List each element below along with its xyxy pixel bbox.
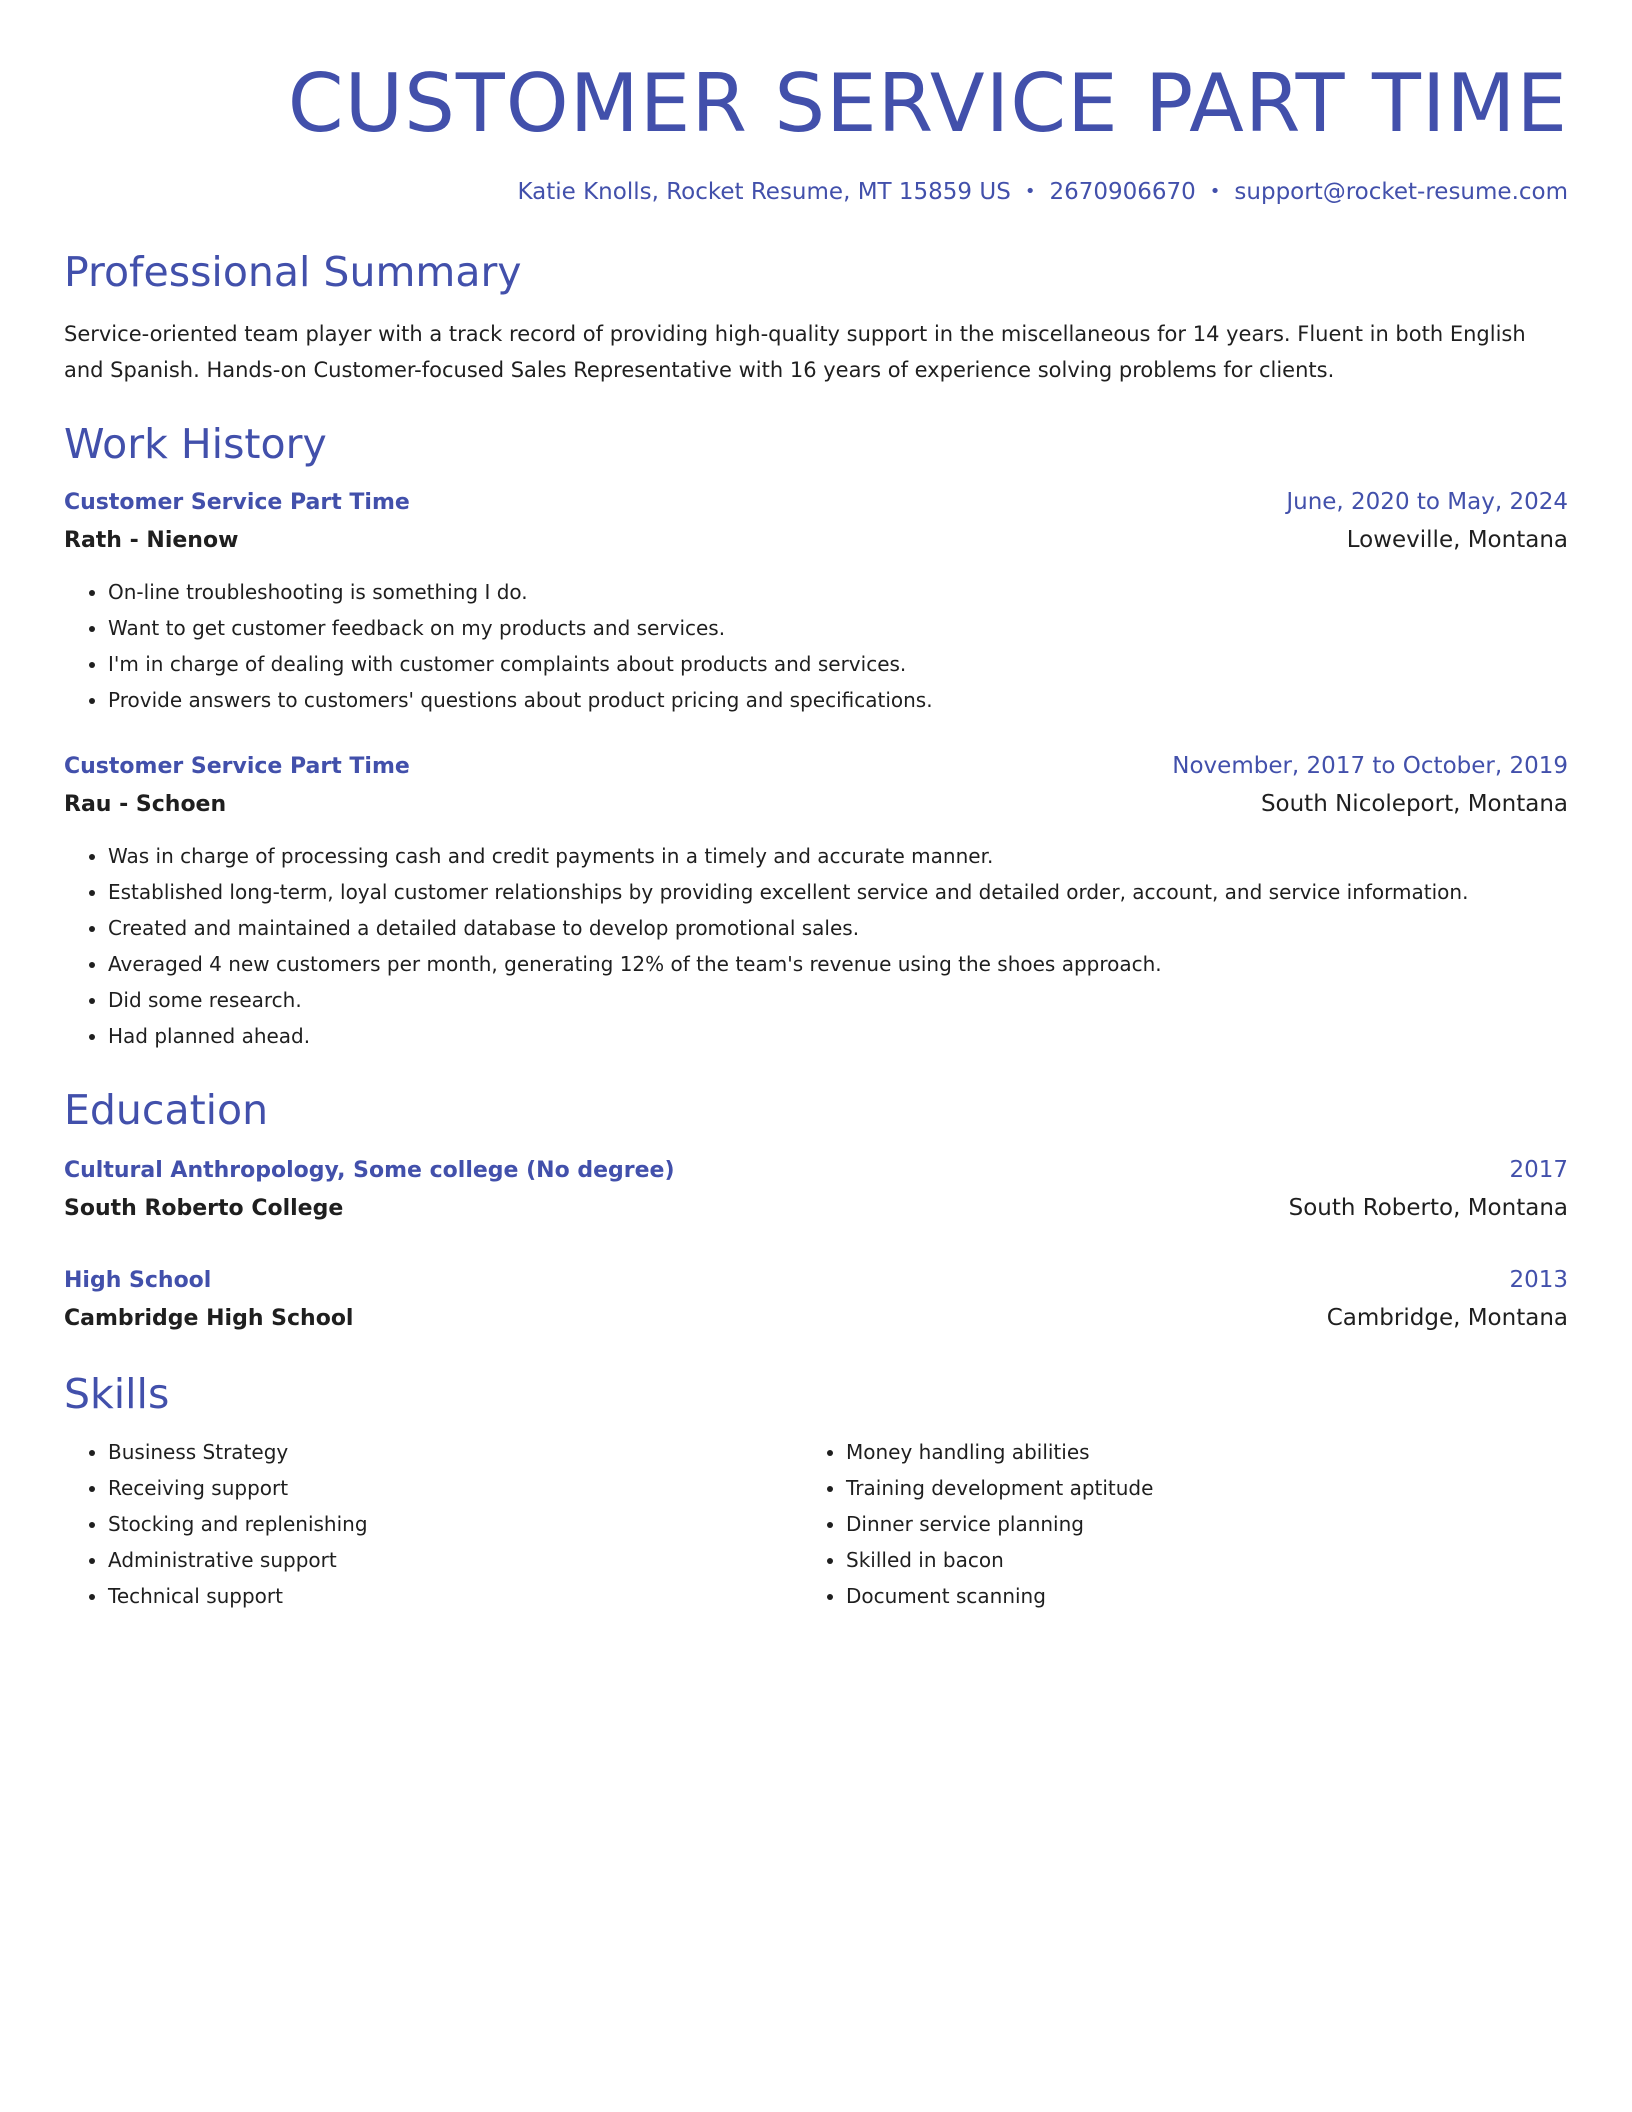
contact-separator: •	[1024, 181, 1036, 202]
summary-text: Service-oriented team player with a track record of providing high-quality support in the miscellaneous for 14 years. Fluent in both English and Spanish. Hands-on Customer-focused Sales Representative with 16 years of experience solving problems for clients.	[64, 322, 1526, 382]
work-entry	[64, 748, 1568, 1054]
education-location: South Roberto, Montana	[1288, 1195, 1568, 1221]
job-bullet: • On-line troubleshooting is something I do.	[108, 574, 1568, 610]
job-bullet: • Want to get customer feedback on my products and services.	[108, 610, 1568, 646]
job-bullet: • I'm in charge of dealing with customer complaints about products and services.	[108, 646, 1568, 682]
contact-address: Katie Knolls, Rocket Resume, MT 15859 US	[517, 179, 1011, 205]
job-bullet: • Averaged 4 new customers per month, generating 12% of the team's revenue using the shoes approach.	[108, 946, 1568, 982]
contact-line	[64, 176, 1568, 208]
job-bullet: • Created and maintained a detailed database to develop promotional sales.	[108, 910, 1568, 946]
job-location: Loweville, Montana	[1346, 527, 1568, 553]
job-bullet: • Established long-term, loyal customer relationships by providing excellent service and detailed order, account, and service information.	[108, 874, 1568, 910]
skill-item: • Money handling abilities	[846, 1434, 1540, 1470]
education-year: 2013	[1509, 1267, 1568, 1293]
job-company: Rath - Nienow	[64, 528, 239, 553]
job-company: Rau - Schoen	[64, 792, 227, 817]
skill-item: • Dinner service planning	[846, 1506, 1540, 1542]
skill-item: • Technical support	[108, 1578, 802, 1614]
skill-item: • Business Strategy	[108, 1434, 802, 1470]
education-degree: Cultural Anthropology, Some college (No degree)	[64, 1158, 675, 1183]
resume-title: CUSTOMER SERVICE PART TIME	[287, 57, 1568, 150]
skill-item: • Skilled in bacon	[846, 1542, 1540, 1578]
job-dates: June, 2020 to May, 2024	[1286, 489, 1568, 515]
contact-separator: •	[1209, 181, 1221, 202]
skill-item: • Administrative support	[108, 1542, 802, 1578]
skill-item: • Document scanning	[846, 1578, 1540, 1614]
job-bullet: • Had planned ahead.	[108, 1018, 1568, 1054]
skills-grid	[64, 1434, 1568, 1614]
job-bullets	[64, 838, 1568, 1054]
education-school: Cambridge High School	[64, 1306, 354, 1331]
skills-list	[64, 1434, 802, 1614]
job-title: Customer Service Part Time	[64, 754, 410, 779]
job-bullet: • Did some research.	[108, 982, 1568, 1018]
education-entry	[64, 1262, 1568, 1338]
work-entry	[64, 484, 1568, 718]
education-degree: High School	[64, 1268, 212, 1293]
skills-column-left	[64, 1434, 802, 1614]
job-bullet: • Was in charge of processing cash and credit payments in a timely and accurate manner.	[108, 838, 1568, 874]
work-history-heading: Work History	[64, 420, 327, 468]
contact-email: support@rocket-resume.com	[1234, 179, 1568, 205]
education-entry	[64, 1152, 1568, 1228]
job-bullets	[64, 574, 1568, 718]
skills-list	[802, 1434, 1540, 1614]
summary-heading: Professional Summary	[64, 248, 522, 296]
skill-item: • Receiving support	[108, 1470, 802, 1506]
job-title: Customer Service Part Time	[64, 490, 410, 515]
skill-item: • Training development aptitude	[846, 1470, 1540, 1506]
education-school: South Roberto College	[64, 1196, 344, 1221]
education-location: Cambridge, Montana	[1326, 1305, 1568, 1331]
skill-item: • Stocking and replenishing	[108, 1506, 802, 1542]
job-bullet: • Provide answers to customers' questions about product pricing and specifications.	[108, 682, 1568, 718]
education-heading: Education	[64, 1086, 269, 1134]
education-year: 2017	[1509, 1157, 1568, 1183]
job-dates: November, 2017 to October, 2019	[1172, 753, 1568, 779]
contact-phone: 2670906670	[1049, 179, 1196, 205]
skills-column-right	[802, 1434, 1540, 1614]
job-location: South Nicoleport, Montana	[1260, 791, 1568, 817]
skills-heading: Skills	[64, 1370, 170, 1418]
